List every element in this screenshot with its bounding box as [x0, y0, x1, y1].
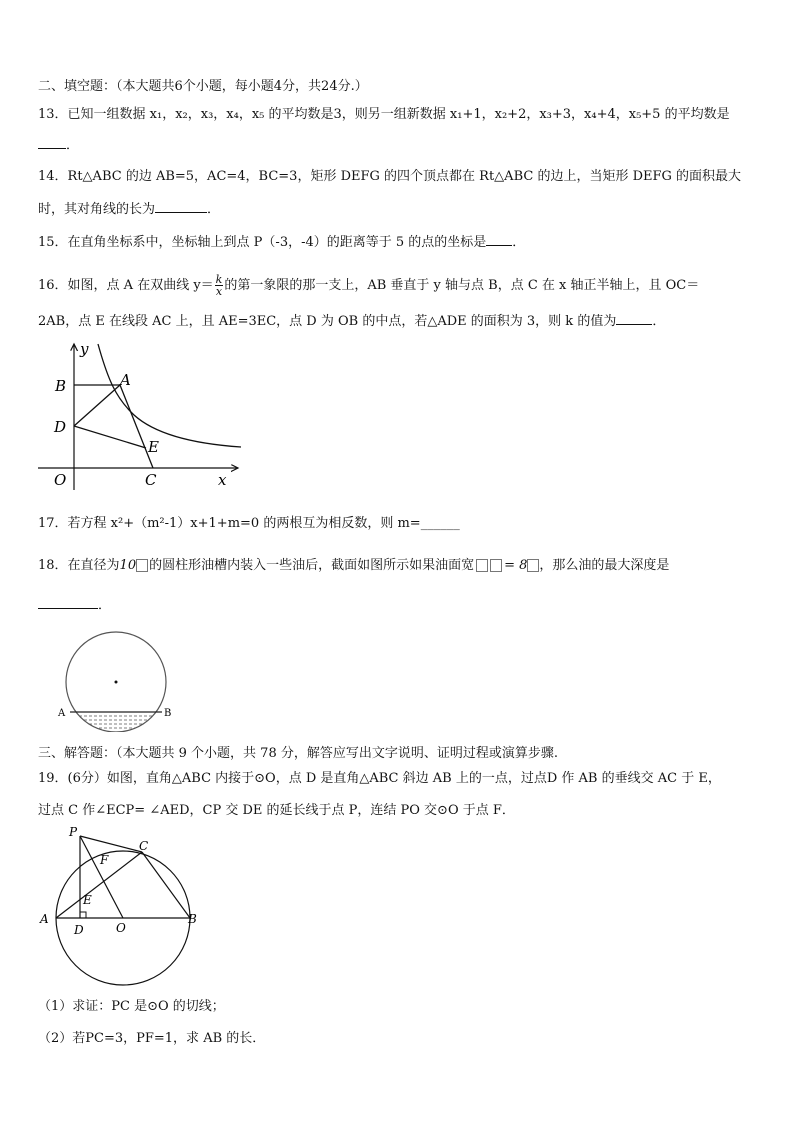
answer-blank[interactable]: [616, 312, 652, 325]
label-y: y: [80, 340, 89, 358]
answer-blank[interactable]: [38, 596, 98, 609]
question-18-figure: [56, 628, 182, 732]
question-16-line1-post: 的第一象限的那一支上，AB 垂直于 y 轴与点 B，点 C 在 x 轴正半轴上，且 OC＝: [224, 278, 700, 293]
question-19-figure: [36, 822, 216, 987]
question-17: [38, 515, 460, 533]
period: ．: [652, 314, 666, 329]
oil-width-value: = 8: [504, 558, 528, 573]
diameter-value: 10: [119, 558, 137, 573]
section-heading-solutions: 三、解答题：（本大题共 9 个小题，共 78 分，解答应写出文字说明、证明过程或演算步骤.: [38, 746, 558, 761]
question-18-mid: 的圆柱形油槽内装入一些油后，截面如图所示如果油面宽: [149, 558, 475, 573]
label-O: O: [54, 471, 67, 489]
question-18-pre: 18．在直径为: [38, 558, 120, 573]
unit-placeholder-box: [136, 559, 148, 572]
question-15-text: 15．在直角坐标系中，坐标轴上到点 P（-3，-4）的距离等于 5 的点的坐标是: [38, 235, 487, 250]
question-16-line2-text: 2AB，点 E 在线段 AC 上，且 AE=3EC，点 D 为 OB 的中点，若△ADE 的面积为 3，则 k 的值为: [38, 314, 617, 329]
question-19-part2: （2）若PC=3，PF=1，求 AB 的长．: [38, 1031, 266, 1046]
label-P: P: [69, 825, 78, 839]
question-18-post: ，那么油的最大深度是: [539, 558, 670, 573]
period: ．: [512, 235, 526, 250]
label-C: C: [139, 839, 149, 853]
label-B: B: [188, 912, 197, 926]
question-13-answer-line: [38, 136, 79, 155]
question-15: [38, 233, 525, 252]
symbol-placeholder-box: [490, 559, 502, 572]
segment-PC: [80, 836, 142, 852]
question-16-line1: [38, 274, 699, 297]
fraction-k-over-x: [215, 274, 224, 297]
label-B: B: [164, 708, 172, 719]
question-16-figure: [36, 340, 246, 495]
fraction-denominator: x: [215, 285, 223, 298]
question-19-line1: 19．(6分）如图，直角△ABC 内接于⊙O，点 D 是直角△ABC 斜边 AB 上的一点，过点D 作 AB 的垂线交 AC 于 E，: [38, 771, 721, 786]
question-16-line1-pre: 16．如图，点 A 在双曲线 y＝: [38, 278, 214, 293]
right-angle-mark: [80, 912, 86, 918]
period: ．: [98, 598, 112, 613]
period: ．: [207, 202, 221, 217]
segment-DE: [74, 426, 146, 448]
symbol-placeholder-box: [476, 559, 488, 572]
period: ．: [66, 138, 80, 153]
circle-center: [115, 681, 118, 684]
label-C: C: [145, 471, 157, 489]
question-14-line2-text: 时，其对角线的长为: [38, 202, 156, 217]
label-A: A: [58, 708, 66, 719]
label-O: O: [116, 921, 126, 935]
segment-CB: [142, 852, 190, 918]
question-18-answer-line: [38, 596, 111, 615]
label-B: B: [55, 377, 67, 395]
question-17-text: 17．若方程 x²+（m²-1）x+1+m=0 的两根互为相反数，则 m=: [38, 516, 421, 531]
section-heading-fill-in: 二、填空题：（本大题共6个小题，每小题4分，共24分.）: [38, 79, 368, 94]
answer-blank[interactable]: [38, 136, 66, 149]
fraction-numerator: k: [215, 273, 223, 286]
segment-DA: [74, 385, 120, 426]
label-A: A: [40, 912, 49, 926]
unit-placeholder-box: [527, 559, 539, 572]
question-14-line2: [38, 200, 220, 219]
label-F: F: [100, 853, 109, 867]
answer-blank[interactable]: ______: [420, 516, 460, 531]
label-A: A: [120, 371, 131, 389]
label-x: x: [218, 471, 227, 489]
oil-region: [64, 716, 168, 728]
question-18: [38, 557, 669, 575]
label-E: E: [83, 893, 92, 907]
question-19-line2: 过点 C 作∠ECP= ∠AED，CP 交 DE 的延长线于点 P，连结 PO 交⊙O 于点 F．: [38, 803, 515, 818]
label-D: D: [74, 923, 84, 937]
answer-blank[interactable]: [155, 200, 207, 213]
label-E: E: [148, 438, 159, 456]
hyperbola-curve: [98, 344, 241, 447]
question-16-line2: [38, 312, 665, 331]
label-D: D: [54, 418, 67, 436]
question-14-line1: 14．Rt△ABC 的边 AB=5，AC=4，BC=3，矩形 DEFG 的四个顶点都在 Rt△ABC 的边上，当矩形 DEFG 的面积最大: [38, 169, 742, 184]
answer-blank[interactable]: [486, 233, 512, 246]
question-19-part1: （1）求证：PC 是⊙O 的切线；: [38, 999, 225, 1014]
segment-AC: [56, 852, 142, 918]
question-13-text: 13．已知一组数据 x₁，x₂，x₃，x₄，x₅ 的平均数是3，则另一组新数据 x₁+1，x₂+2，x₃+3，x₄+4，x₅+5 的平均数是: [38, 107, 730, 122]
